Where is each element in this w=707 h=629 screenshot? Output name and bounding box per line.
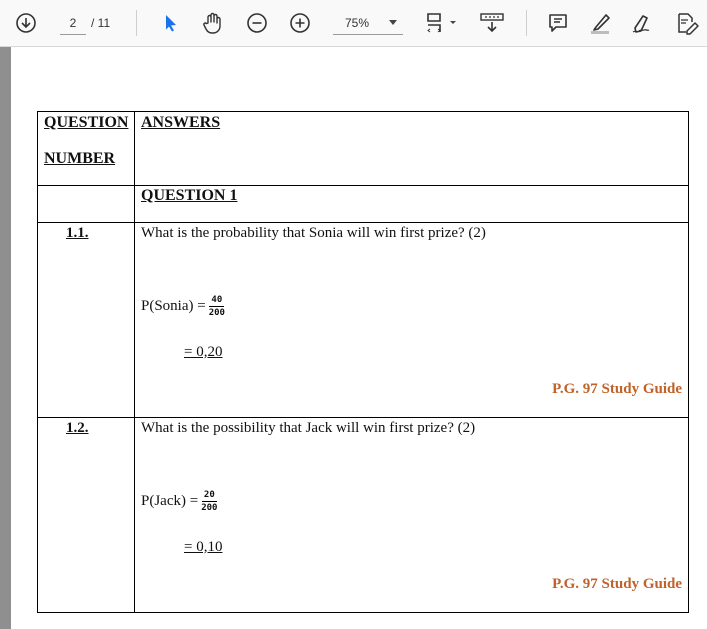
select-cursor-icon[interactable] [157, 0, 185, 46]
formula-label: P(Sonia) = [141, 298, 206, 314]
formula-label: P(Jack) = [141, 493, 199, 509]
answer-cell [135, 223, 689, 418]
scroll-mode-icon[interactable] [476, 0, 508, 46]
section-title-cell [135, 186, 689, 223]
question-number: 1.2. [66, 420, 89, 436]
header-answers-label: ANSWERS [141, 114, 221, 131]
section-empty-cell [38, 186, 135, 223]
answer-result: = 0,20 [184, 344, 223, 360]
question-number-cell [38, 223, 135, 418]
sign-icon[interactable] [628, 0, 658, 46]
denominator: 200 [208, 308, 225, 318]
fit-page-icon[interactable] [422, 0, 460, 46]
table-row [38, 418, 689, 613]
question-number: 1.1. [66, 225, 89, 241]
question-text: What is the possibility that Jack will win first prize? (2) [141, 420, 476, 436]
hand-tool-icon[interactable] [198, 0, 228, 46]
answer-table-container [37, 111, 688, 613]
question-text: What is the probability that Sonia will win first prize? (2) [141, 225, 486, 241]
page-total: / 11 [91, 16, 111, 30]
table-header-row [38, 112, 689, 186]
study-guide-reference: P.G. 97 Study Guide [552, 381, 682, 397]
answer-cell [135, 418, 689, 613]
header-question-label: QUESTION [44, 114, 129, 131]
header-answers [135, 112, 689, 186]
separator [526, 10, 527, 36]
zoom-select[interactable] [333, 12, 403, 35]
answer-table [37, 111, 689, 613]
separator [136, 10, 137, 36]
scroll-track[interactable] [0, 47, 11, 629]
answer-result: = 0,10 [184, 539, 223, 555]
header-number-label: NUMBER [44, 150, 116, 167]
comment-icon[interactable] [544, 0, 572, 46]
highlight-icon[interactable] [586, 0, 616, 46]
zoom-in-icon[interactable] [286, 0, 314, 46]
fraction [209, 295, 225, 318]
edit-pdf-icon[interactable] [672, 0, 702, 46]
table-row [38, 223, 689, 418]
fraction [201, 490, 217, 513]
numerator: 20 [203, 490, 215, 500]
section-title: QUESTION 1 [141, 187, 238, 204]
section-row [38, 186, 689, 223]
download-icon[interactable] [12, 0, 40, 46]
denominator: 200 [201, 503, 218, 513]
numerator: 40 [211, 295, 223, 305]
zoom-value: 75% [345, 16, 370, 30]
page-number-input[interactable] [60, 12, 86, 35]
page-current: 2 [69, 16, 77, 30]
pdf-toolbar [0, 0, 707, 47]
formula [141, 295, 225, 318]
question-number-cell [38, 418, 135, 613]
formula [141, 490, 217, 513]
chevron-down-icon [389, 20, 397, 25]
header-question-number [38, 112, 135, 186]
study-guide-reference: P.G. 97 Study Guide [552, 576, 682, 592]
zoom-out-icon[interactable] [243, 0, 271, 46]
